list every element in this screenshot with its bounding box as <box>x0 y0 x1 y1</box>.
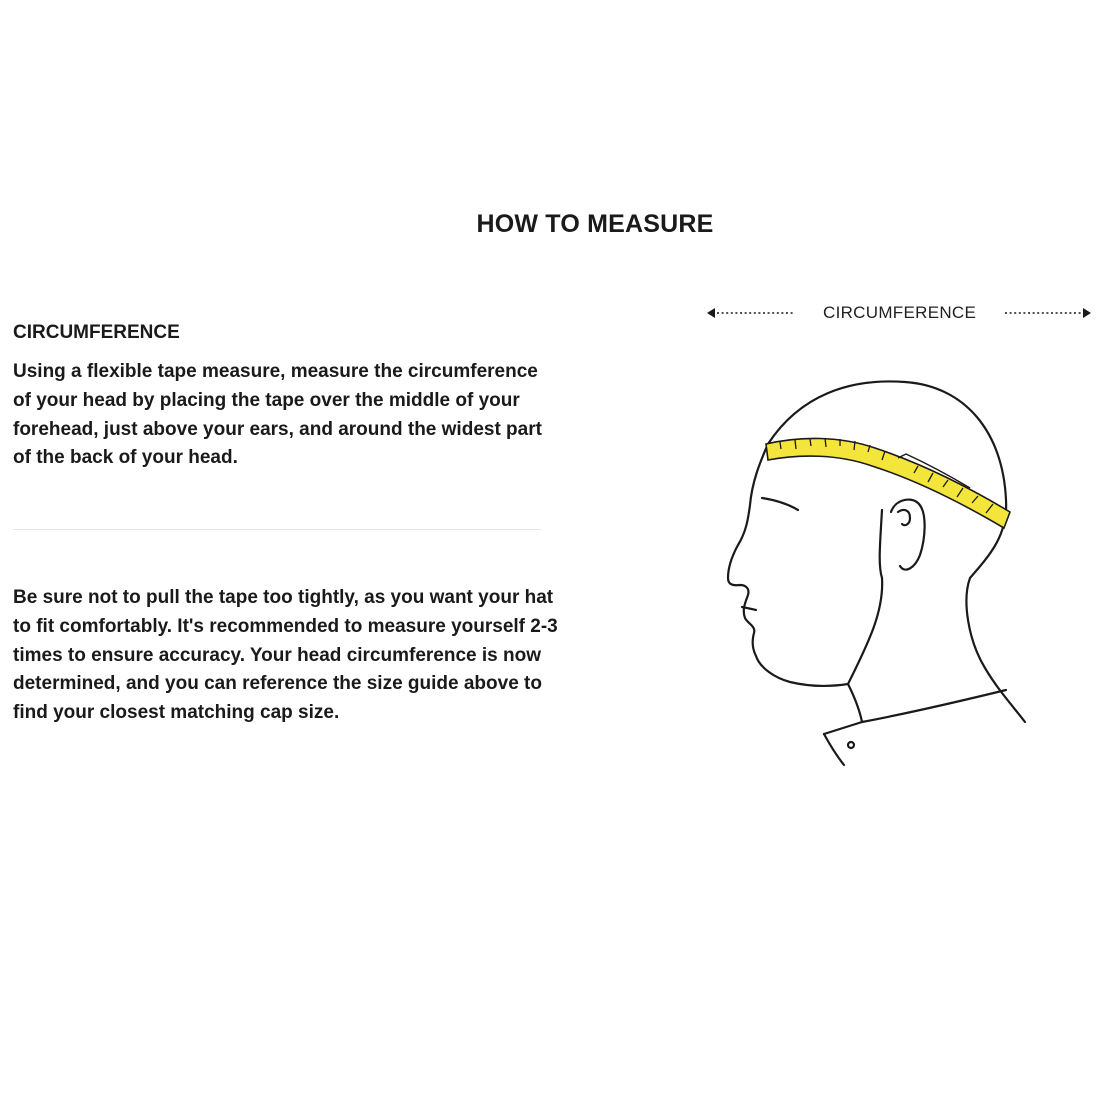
section-divider <box>13 529 541 530</box>
instructions-section <box>13 322 553 473</box>
measurement-label: CIRCUMFERENCE <box>823 303 977 322</box>
head-profile-icon <box>700 360 1040 780</box>
section-heading: CIRCUMFERENCE <box>13 322 180 343</box>
arrow-left-icon <box>705 306 797 320</box>
instructions-tip-section <box>13 584 558 728</box>
arrow-right-icon <box>1003 306 1093 320</box>
tape-measure-icon <box>766 438 1010 528</box>
page-title: HOW TO MEASURE <box>476 210 714 238</box>
instruction-paragraph-1: Using a flexible tape measure, measure the circumference of your head by placing the tape over the middle of your forehead, just above your ears, and around the widest part of the back of your head. <box>13 361 542 469</box>
instruction-paragraph-2: Be sure not to pull the tape too tightly, as you want your hat to fit comfortably. It's recommended to measure yourself 2-3 times to ensure accuracy. Your head circumference is now determined, and you can reference the size guide above to find your closest matching cap size. <box>13 587 558 724</box>
measurement-label-row <box>705 300 1095 326</box>
